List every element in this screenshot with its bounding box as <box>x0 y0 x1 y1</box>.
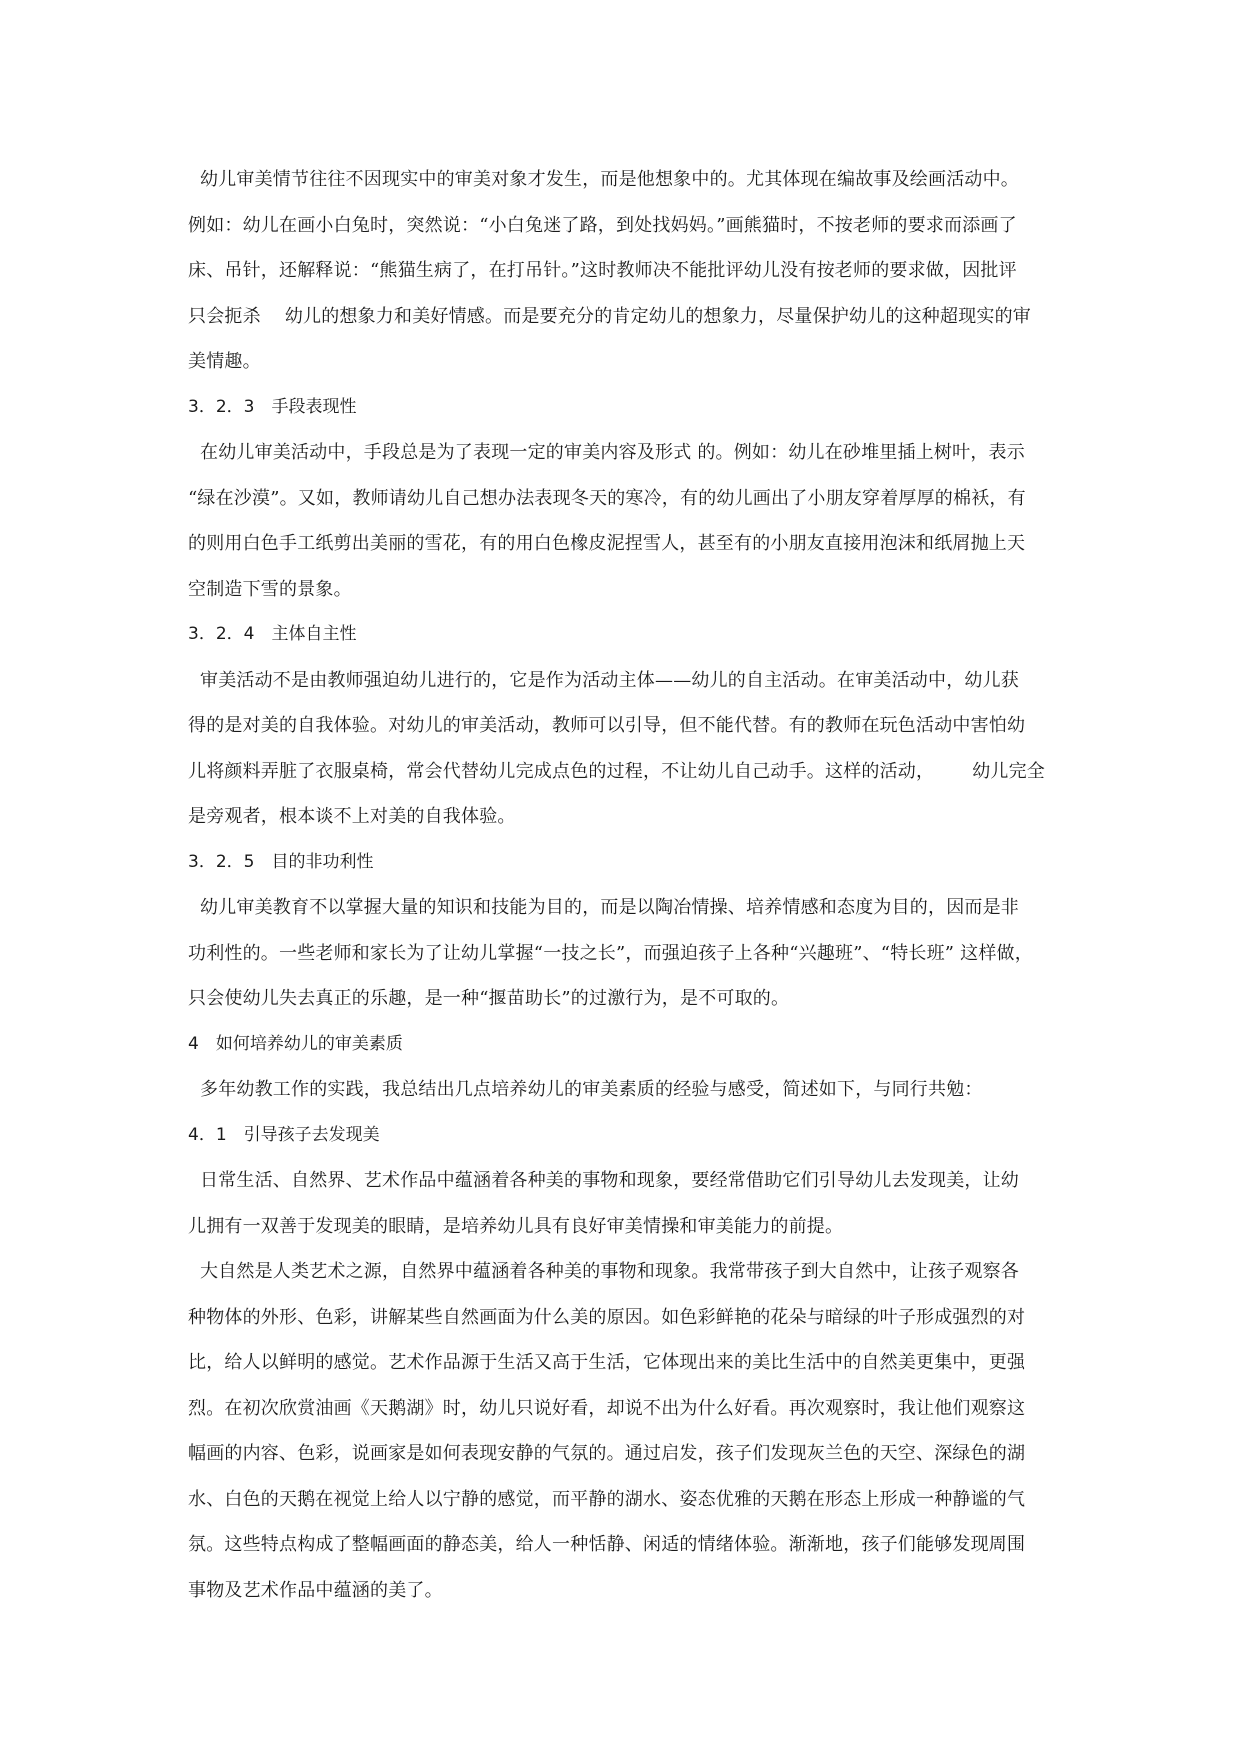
paragraph-line: 只会使幼儿失去真正的乐趣，是一种“揠苗助长”的过激行为，是不可取的。 <box>188 988 790 1009</box>
section-heading: 3．2．3 手段表现性 <box>188 396 357 417</box>
text-fragment: 幼儿完全 <box>972 760 1046 782</box>
paragraph-line: 比，给人以鲜明的感觉。艺术作品源于生活又高于生活，它体现出来的美比生活中的自然美更集中，更强 <box>188 1352 1026 1373</box>
paragraph-line: 幼儿审美情节往往不因现实中的审美对象才发生，而是他想象中的。尤其体现在编故事及绘画活动中。 <box>200 169 1019 190</box>
paragraph-line: 功利性的。一些老师和家长为了让幼儿掌握“一技之长”，而强迫孩子上各种“兴趣班”、“特长班” 这样做， <box>188 942 1033 964</box>
text-fragment: 儿将颜料弄脏了衣服桌椅，常会代替幼儿完成点色的过程，不让幼儿自己动手。这样的活动， <box>188 760 935 782</box>
paragraph-line: 幅画的内容、色彩，说画家是如何表现安静的气氛的。通过启发，孩子们发现灰兰色的天空、深绿色的湖 <box>188 1443 1026 1464</box>
section-heading: 3．2．5 目的非功利性 <box>188 851 374 872</box>
paragraph-line: “绿在沙漠”。又如，教师请幼儿自己想办法表现冬天的寒冷，有的幼儿画出了小朋友穿着厚厚的棉袄，有 <box>188 487 1026 509</box>
paragraph-line: 儿拥有一双善于发现美的眼睛，是培养幼儿具有良好审美情操和审美能力的前提。 <box>188 1215 844 1237</box>
section-heading: 4 如何培养幼儿的审美素质 <box>188 1033 403 1054</box>
paragraph-line: 种物体的外形、色彩，讲解某些自然画面为什么美的原因。如色彩鲜艳的花朵与暗绿的叶子形成强烈的对 <box>188 1306 1026 1328</box>
paragraph-line: 大自然是人类艺术之源，自然界中蕴涵着各种美的事物和现象。我常带孩子到大自然中，让孩子观察各 <box>200 1261 1019 1282</box>
paragraph-line: 多年幼教工作的实践，我总结出几点培养幼儿的审美素质的经验与感受，简述如下，与同行共勉： <box>200 1079 983 1100</box>
section-heading: 3．2．4 主体自主性 <box>188 624 357 644</box>
paragraph-line: 美情趣。 <box>188 351 261 372</box>
paragraph-line: 例如：幼儿在画小白兔时，突然说：“小白兔迷了路，到处找妈妈。”画熊猫时，不按老师的要求而添画了 <box>188 214 1017 236</box>
text-fragment: 只会扼杀 <box>188 305 261 327</box>
paragraph-line: 是旁观者，根本谈不上对美的自我体验。 <box>188 806 516 827</box>
paragraph-line: 的则用白色手工纸剪出美丽的雪花，有的用白色橡皮泥捏雪人，甚至有的小朋友直接用泡沫和纸屑抛上天 <box>188 533 1026 554</box>
document-body <box>188 157 1068 1613</box>
paragraph-line: 审美活动不是由教师强迫幼儿进行的，它是作为活动主体——幼儿的自主活动。在审美活动中，幼儿获 <box>200 669 1019 691</box>
paragraph-line: 在幼儿审美活动中，手段总是为了表现一定的审美内容及形式 的。例如：幼儿在砂堆里插上树叶，表示 <box>200 442 1025 463</box>
paragraph-line: 氛。这些特点构成了整幅画面的静态美，给人一种恬静、闲适的情绪体验。渐渐地，孩子们能够发现周围 <box>188 1534 1026 1555</box>
paragraph-line <box>188 749 1068 795</box>
paragraph-line <box>188 294 1068 340</box>
paragraph-line: 幼儿审美教育不以掌握大量的知识和技能为目的，而是以陶冶情操、培养情感和态度为目的，因而是非 <box>200 897 1019 918</box>
section-heading: 4．1 引导孩子去发现美 <box>188 1124 380 1145</box>
paragraph-line: 日常生活、自然界、艺术作品中蕴涵着各种美的事物和现象，要经常借助它们引导幼儿去发现美，让幼 <box>200 1170 1019 1191</box>
text-fragment: 幼儿的想象力和美好情感。而是要充分的肯定幼儿的想象力，尽量保护幼儿的这种超现实的审 <box>284 305 1032 327</box>
paragraph-line: 水、白色的天鹅在视觉上给人以宁静的感觉，而平静的湖水、姿态优雅的天鹅在形态上形成一种静谧的气 <box>188 1488 1026 1510</box>
paragraph-line: 得的是对美的自我体验。对幼儿的审美活动，教师可以引导，但不能代替。有的教师在玩色活动中害怕幼 <box>188 715 1026 736</box>
paragraph-line: 事物及艺术作品中蕴涵的美了。 <box>188 1579 443 1601</box>
paragraph-line: 烈。在初次欣赏油画《天鹅湖》时，幼儿只说好看，却说不出为什么好看。再次观察时，我让他们观察这 <box>188 1397 1026 1419</box>
paragraph-line: 空制造下雪的景象。 <box>188 578 352 600</box>
paragraph-line: 床、吊针，还解释说：“熊猫生病了，在打吊针。”这时教师决不能批评幼儿没有按老师的要求做，因批评 <box>188 260 1017 281</box>
